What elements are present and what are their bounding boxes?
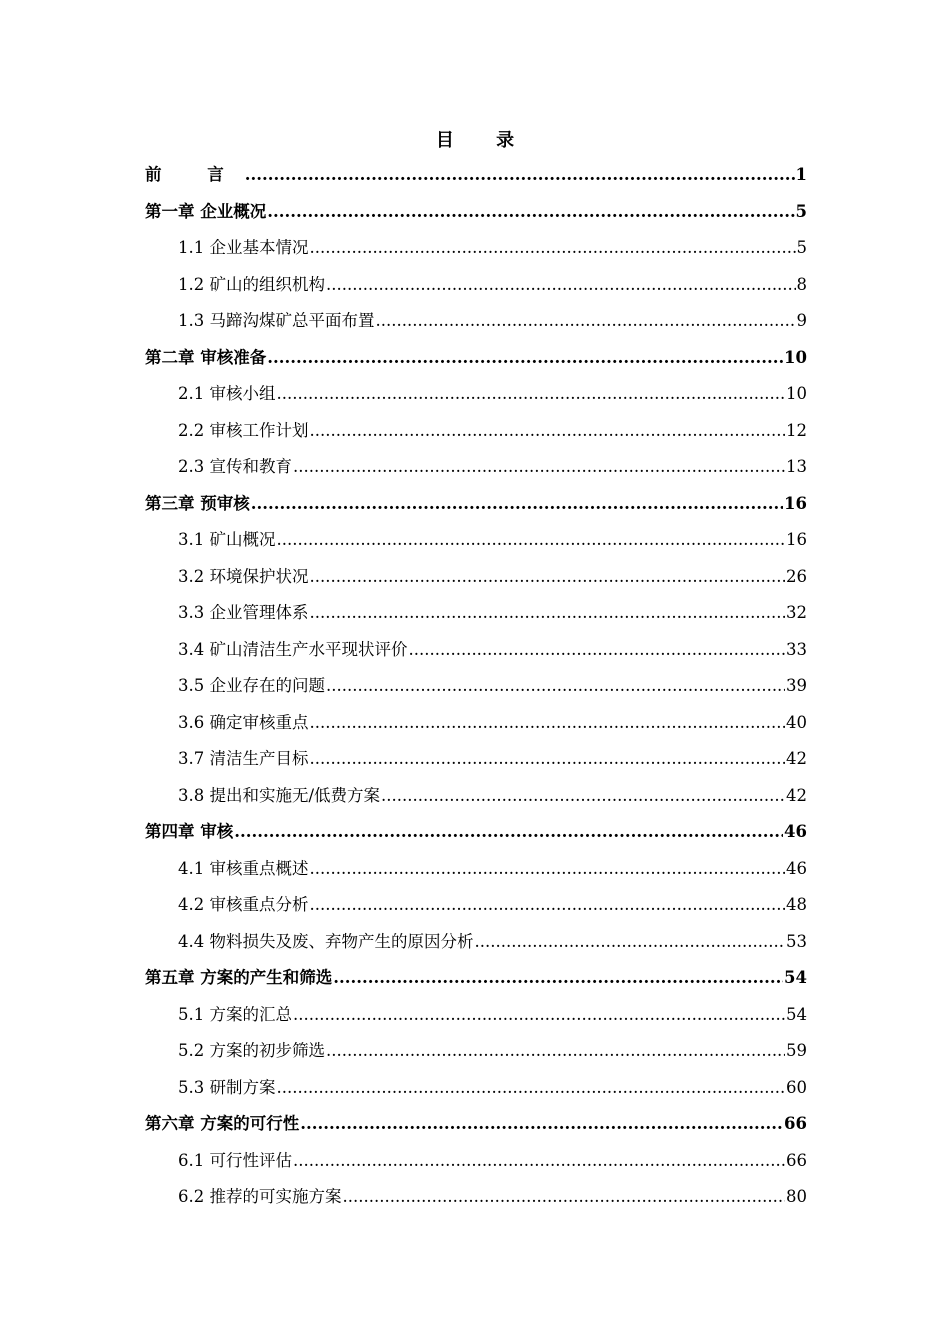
toc-dot-leader — [310, 600, 786, 626]
toc-entry-page-number: 32 — [786, 603, 807, 622]
toc-dot-leader — [326, 673, 785, 699]
toc-chapter-entry[interactable] — [145, 819, 807, 856]
toc-section-entry[interactable] — [145, 892, 807, 929]
toc-dot-leader — [310, 746, 786, 772]
toc-chapter-entry[interactable] — [145, 491, 807, 528]
toc-entry-label: 第二章 审核准备 — [145, 347, 267, 367]
toc-entry-page-number: 26 — [786, 566, 807, 586]
toc-entry-page-number: 10 — [784, 347, 807, 367]
toc-entry-page-number: 33 — [786, 639, 807, 659]
toc-entry-label: 2.3 宣传和教育 — [178, 457, 292, 476]
toc-entry-page-number: 42 — [786, 785, 807, 805]
toc-entry-page-number: 8 — [796, 274, 807, 294]
toc-entry-page-number: 48 — [786, 895, 807, 914]
toc-entry-label: 4.1 审核重点概述 — [178, 858, 309, 878]
toc-entry-label: 3.8 提出和实施无/低费方案 — [178, 785, 381, 805]
toc-dot-leader — [234, 819, 783, 845]
toc-section-entry[interactable] — [145, 418, 807, 455]
toc-entry-label: 5.3 研制方案 — [178, 1077, 276, 1097]
toc-entry-page-number: 16 — [786, 530, 807, 549]
toc-dot-leader — [267, 199, 794, 225]
toc-entry-page-number: 10 — [786, 384, 807, 403]
toc-entry-label: 1.1 企业基本情况 — [178, 238, 309, 257]
toc-chapter-entry[interactable] — [145, 1111, 807, 1148]
toc-entry-page-number: 54 — [786, 1004, 807, 1024]
toc-entry-page-number: 16 — [784, 493, 807, 513]
toc-dot-leader — [376, 308, 796, 334]
toc-section-entry[interactable] — [145, 746, 807, 783]
toc-entry-page-number: 13 — [786, 457, 807, 476]
toc-dot-leader — [251, 491, 783, 517]
toc-section-entry[interactable] — [145, 272, 807, 309]
toc-entry-page-number: 9 — [796, 311, 807, 330]
toc-section-entry[interactable] — [145, 308, 807, 345]
toc-entry-label: 3.6 确定审核重点 — [178, 712, 309, 732]
toc-section-entry[interactable] — [145, 1148, 807, 1185]
toc-section-entry[interactable] — [145, 673, 807, 710]
toc-dot-leader — [326, 272, 796, 298]
toc-entry-label: 3.7 清洁生产目标 — [178, 749, 309, 768]
toc-entry-label: 3.3 企业管理体系 — [178, 603, 309, 622]
toc-entry-label: 3.2 环境保护状况 — [178, 566, 309, 586]
toc-dot-leader — [310, 235, 796, 261]
toc-title: 目 录 — [435, 130, 533, 151]
toc-entry-page-number: 60 — [786, 1077, 807, 1097]
toc-entry-label: 前 言 — [145, 165, 244, 184]
toc-dot-leader — [409, 637, 786, 663]
toc-section-entry[interactable] — [145, 783, 807, 820]
toc-dot-leader — [293, 1148, 785, 1174]
toc-entry-page-number: 46 — [786, 858, 807, 878]
toc-section-entry[interactable] — [145, 454, 807, 491]
toc-entry-page-number: 5 — [796, 238, 807, 257]
toc-entry-label: 第四章 审核 — [145, 822, 234, 841]
toc-entry-label: 1.3 马蹄沟煤矿总平面布置 — [178, 311, 375, 330]
toc-section-entry[interactable] — [145, 1075, 807, 1112]
toc-dot-leader — [245, 162, 795, 188]
toc-dot-leader — [310, 856, 786, 882]
toc-dot-leader — [277, 1075, 786, 1101]
toc-dot-leader — [310, 564, 786, 590]
toc-section-entry[interactable] — [145, 235, 807, 272]
toc-entry-label: 3.5 企业存在的问题 — [178, 676, 325, 695]
toc-section-entry[interactable] — [145, 1002, 807, 1039]
toc-section-entry[interactable] — [145, 381, 807, 418]
toc-entry-page-number: 59 — [786, 1041, 807, 1060]
toc-entry-label: 5.2 方案的初步筛选 — [178, 1041, 325, 1060]
toc-dot-leader — [277, 527, 786, 553]
toc-entry-page-number: 40 — [786, 712, 807, 732]
toc-list — [145, 162, 807, 1221]
toc-entry-label: 第五章 方案的产生和筛选 — [145, 968, 333, 987]
toc-entry-page-number: 66 — [784, 1114, 807, 1133]
toc-entry-page-number: 42 — [786, 749, 807, 768]
toc-dot-leader — [300, 1111, 783, 1137]
toc-entry-label: 第六章 方案的可行性 — [145, 1114, 300, 1133]
toc-section-entry[interactable] — [145, 710, 807, 747]
toc-dot-leader — [326, 1038, 785, 1064]
toc-chapter-entry[interactable] — [145, 162, 807, 199]
toc-dot-leader — [310, 710, 786, 736]
toc-entry-label: 3.4 矿山清洁生产水平现状评价 — [178, 639, 408, 659]
toc-section-entry[interactable] — [145, 1184, 807, 1221]
toc-dot-leader — [333, 965, 783, 991]
toc-section-entry[interactable] — [145, 856, 807, 893]
toc-entry-label: 6.2 推荐的可实施方案 — [178, 1187, 342, 1206]
toc-entry-label: 4.2 审核重点分析 — [178, 895, 309, 914]
toc-entry-label: 3.1 矿山概况 — [178, 530, 276, 549]
toc-entry-page-number: 66 — [786, 1150, 807, 1170]
toc-entry-label: 2.1 审核小组 — [178, 384, 276, 403]
toc-entry-label: 第一章 企业概况 — [145, 201, 267, 221]
toc-dot-leader — [310, 892, 786, 918]
toc-dot-leader — [293, 1002, 785, 1028]
toc-entry-page-number: 54 — [784, 968, 807, 987]
toc-entry-label: 6.1 可行性评估 — [178, 1150, 292, 1170]
toc-section-entry[interactable] — [145, 527, 807, 564]
toc-dot-leader — [277, 381, 786, 407]
toc-entry-label: 2.2 审核工作计划 — [178, 420, 309, 440]
toc-dot-leader — [343, 1184, 786, 1210]
toc-dot-leader — [310, 418, 786, 444]
toc-entry-page-number: 5 — [795, 201, 807, 221]
toc-dot-leader — [381, 783, 785, 809]
toc-entry-label: 5.1 方案的汇总 — [178, 1004, 292, 1024]
toc-entry-label: 1.2 矿山的组织机构 — [178, 274, 325, 294]
toc-dot-leader — [267, 345, 783, 371]
toc-section-entry[interactable] — [145, 600, 807, 637]
toc-dot-leader — [293, 454, 785, 480]
toc-entry-label: 第三章 预审核 — [145, 493, 250, 513]
toc-section-entry[interactable] — [145, 929, 807, 966]
toc-entry-page-number: 39 — [786, 676, 807, 695]
toc-chapter-entry[interactable] — [145, 345, 807, 382]
toc-entry-page-number: 1 — [795, 165, 807, 184]
toc-entry-page-number: 46 — [784, 822, 807, 841]
toc-chapter-entry[interactable] — [145, 965, 807, 1002]
toc-section-entry[interactable] — [145, 564, 807, 601]
toc-entry-label: 4.4 物料损失及废、弃物产生的原因分析 — [178, 931, 474, 951]
toc-section-entry[interactable] — [145, 1038, 807, 1075]
toc-entry-page-number: 80 — [786, 1187, 807, 1206]
toc-entry-page-number: 53 — [786, 931, 807, 951]
toc-dot-leader — [475, 929, 786, 955]
toc-section-entry[interactable] — [145, 637, 807, 674]
toc-entry-page-number: 12 — [786, 420, 807, 440]
toc-chapter-entry[interactable] — [145, 199, 807, 236]
